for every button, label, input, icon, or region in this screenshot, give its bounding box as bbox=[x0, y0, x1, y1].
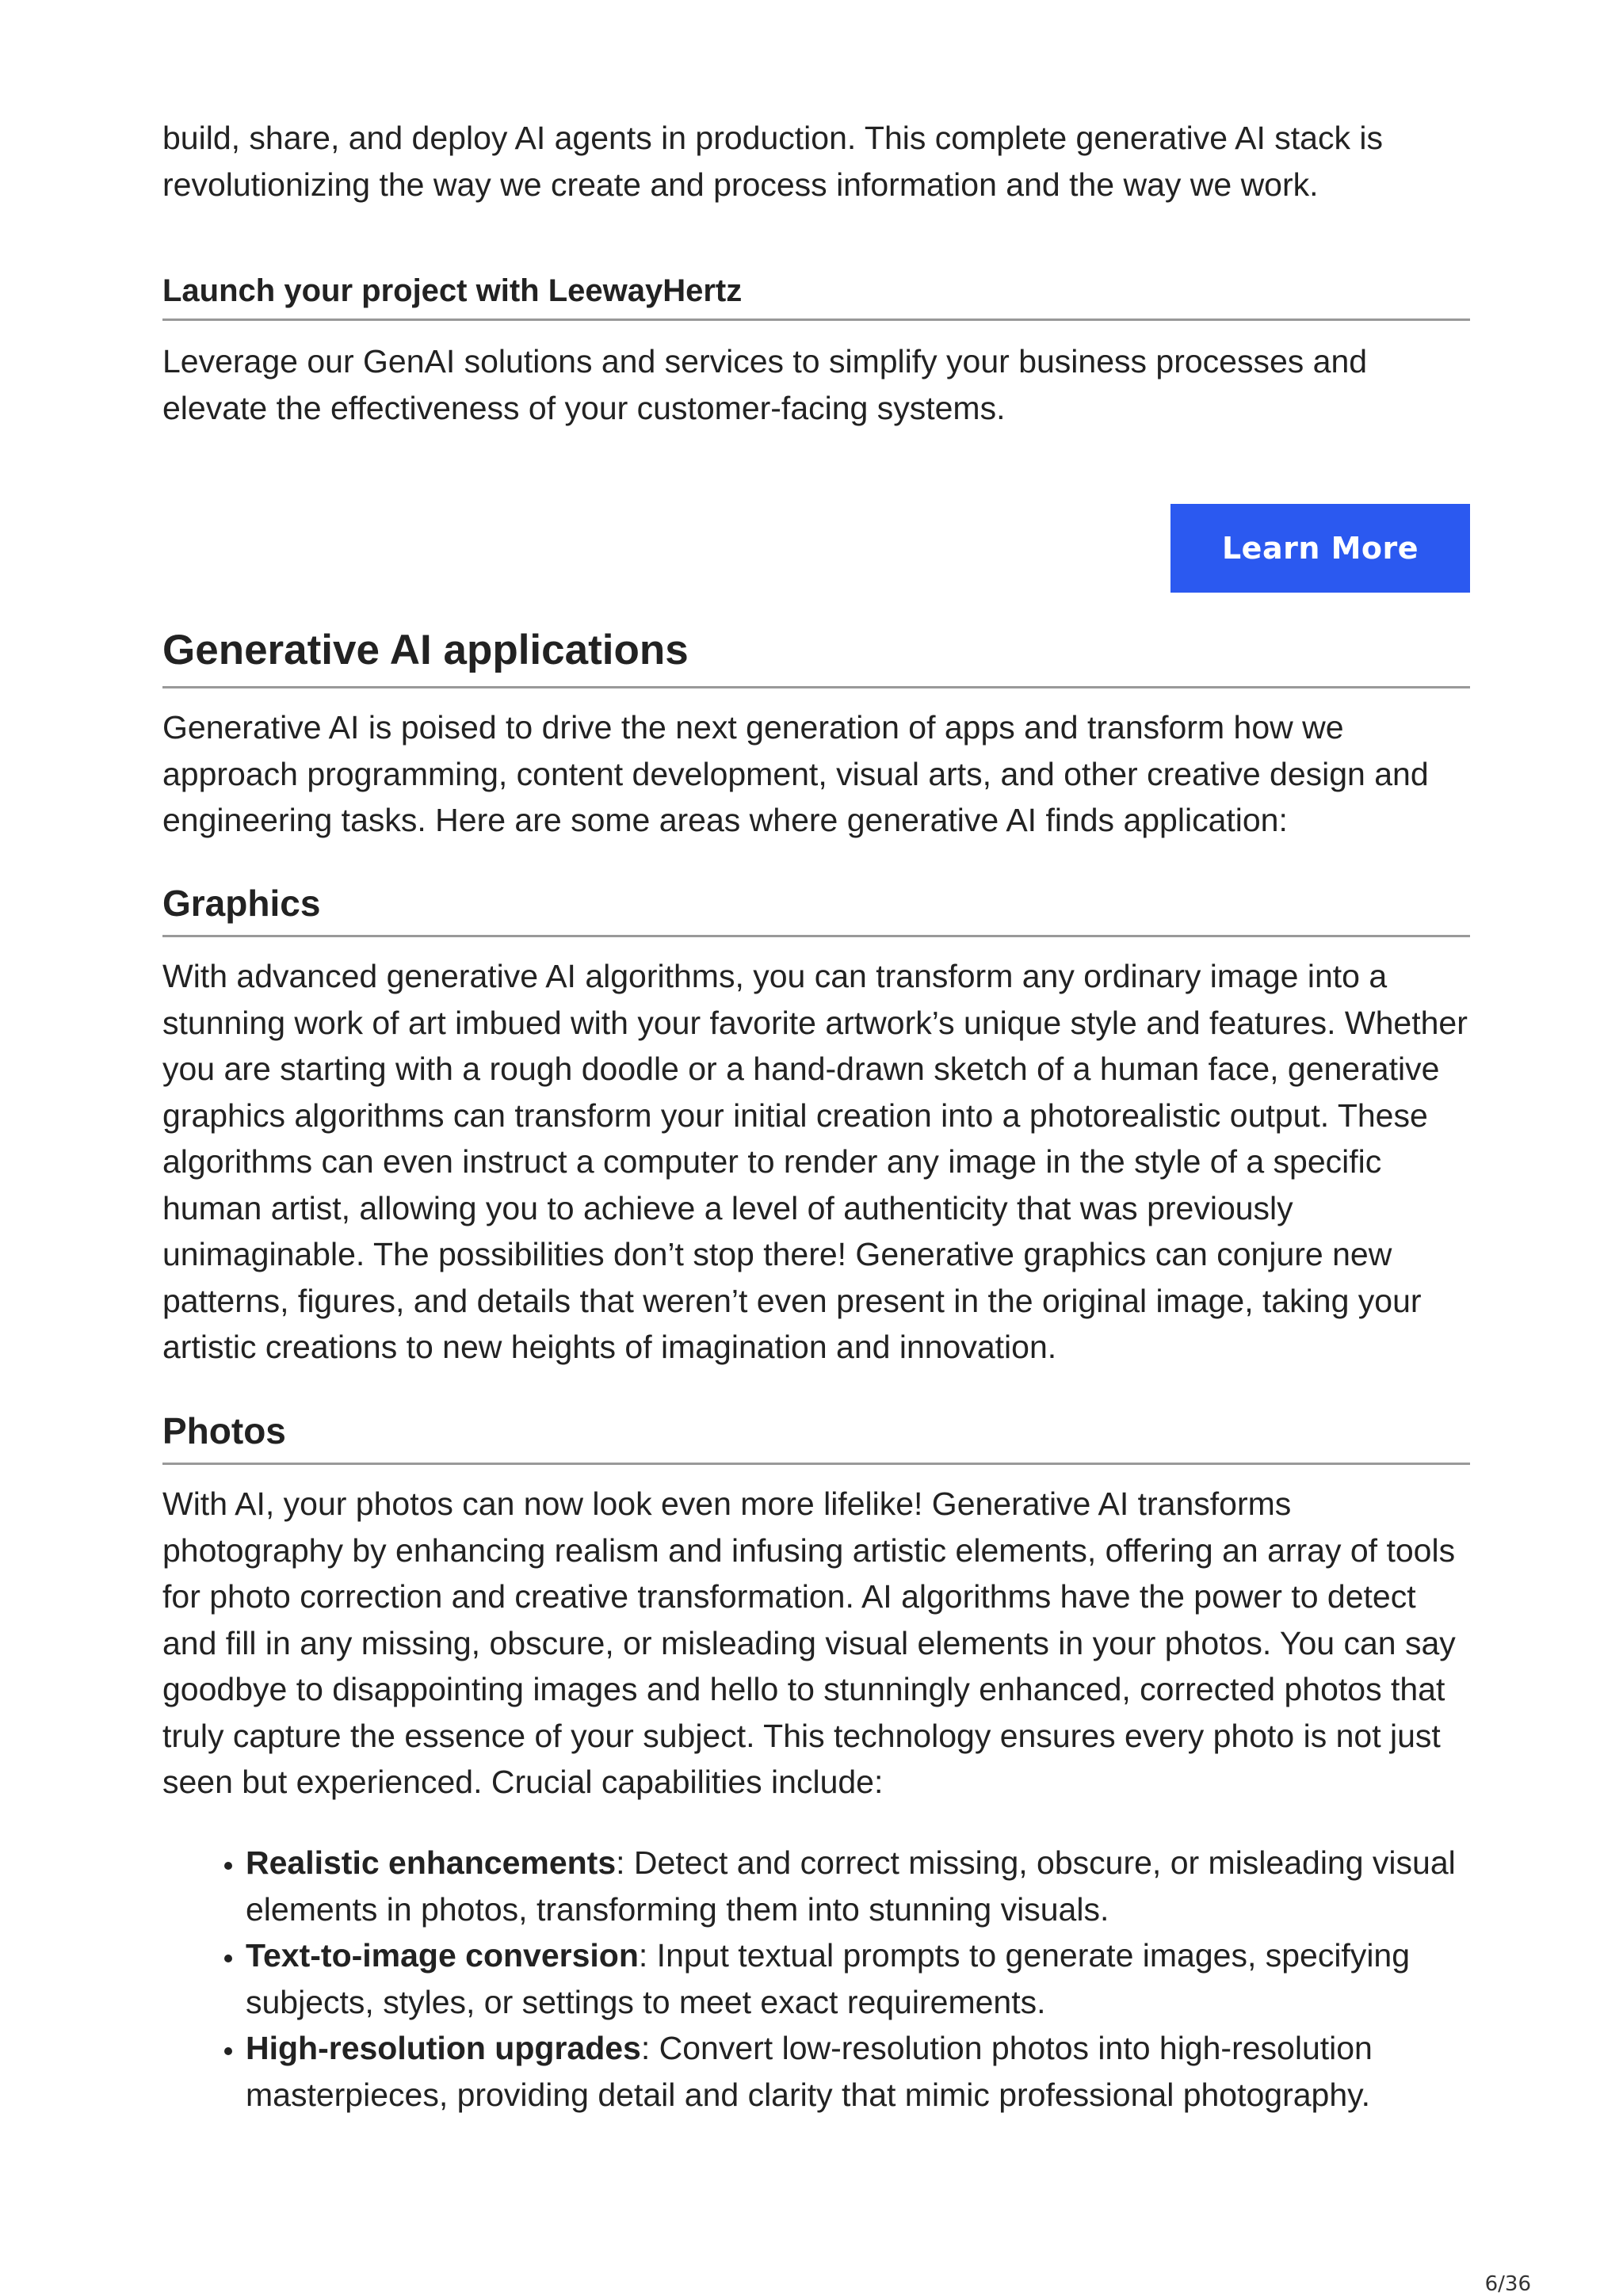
applications-heading: Generative AI applications bbox=[162, 623, 1470, 688]
photos-heading: Photos bbox=[162, 1407, 1470, 1465]
list-item bbox=[246, 1932, 1470, 2025]
list-item-desc: : Detect and correct missing, obscure, or misleading visual elements in photos, transforming them into stunning visuals. bbox=[246, 1844, 1456, 1928]
applications-paragraph: Generative AI is poised to drive the next generation of apps and transform how we approach programming, content development, visual arts, and other creative design and engineering tasks. Here are some areas where generative AI finds application: bbox=[162, 709, 1429, 838]
graphics-paragraph: With advanced generative AI algorithms, you can transform any ordinary image into a stunning work of art imbued with your favorite artwork’s unique style and features. Whether you are starting with a rough doodle or a hand-drawn sketch of a human face, generative graphics algorithms can transform your initial creation into a photorealistic output. These algorithms can even instruct a computer to render any image in the style of a specific human artist, allowing you to achieve a level of authenticity that was previously unimaginable. The possibilities don’t stop there! Generative graphics can conjure new patterns, figures, and details that weren’t even present in the original image, taking your artistic creations to new heights of imagination and innovation. bbox=[162, 958, 1468, 1365]
graphics-section bbox=[162, 879, 1470, 1371]
applications-section bbox=[162, 623, 1470, 844]
graphics-heading: Graphics bbox=[162, 879, 1470, 937]
list-item-desc: : Convert low-resolution photos into high-resolution masterpieces, providing detail and clarity that mimic professional photography. bbox=[246, 2030, 1373, 2113]
photos-paragraph: With AI, your photos can now look even more lifelike! Generative AI transforms photography by enhancing realism and infusing artistic elements, offering an array of tools for photo correction and creative transformation. AI algorithms have the power to detect and fill in any missing, obscure, or misleading visual elements in your photos. You can say goodbye to disappointing images and hello to stunningly enhanced, corrected photos that truly capture the essence of your subject. This technology ensures every photo is not just seen but experienced. Crucial capabilities include: bbox=[162, 1486, 1456, 1800]
list-item-desc: : Input textual prompts to generate images, specifying subjects, styles, or settings to meet exact requirements. bbox=[246, 1937, 1411, 2020]
learn-more-button[interactable]: Learn More bbox=[1170, 504, 1470, 593]
cta-text: Leverage our GenAI solutions and services to simplify your business processes and elevate the effectiveness of your customer-facing systems. bbox=[162, 343, 1368, 426]
cta-box bbox=[162, 271, 1470, 431]
list-item bbox=[246, 2025, 1470, 2118]
intro-paragraph: build, share, and deploy AI agents in production. This complete generative AI stack is revolutionizing the way we create and process information and the way we work. bbox=[162, 120, 1383, 203]
list-item bbox=[246, 1840, 1470, 1932]
list-item-term: Realistic enhancements bbox=[246, 1844, 617, 1881]
list-item-term: High-resolution upgrades bbox=[246, 2030, 641, 2066]
cta-title: Launch your project with LeewayHertz bbox=[162, 271, 1470, 321]
capabilities-list bbox=[162, 1840, 1470, 2118]
photos-section bbox=[162, 1407, 1470, 1806]
list-item-term: Text-to-image conversion bbox=[246, 1937, 639, 1974]
page-number: 6/36 bbox=[1484, 2272, 1531, 2296]
